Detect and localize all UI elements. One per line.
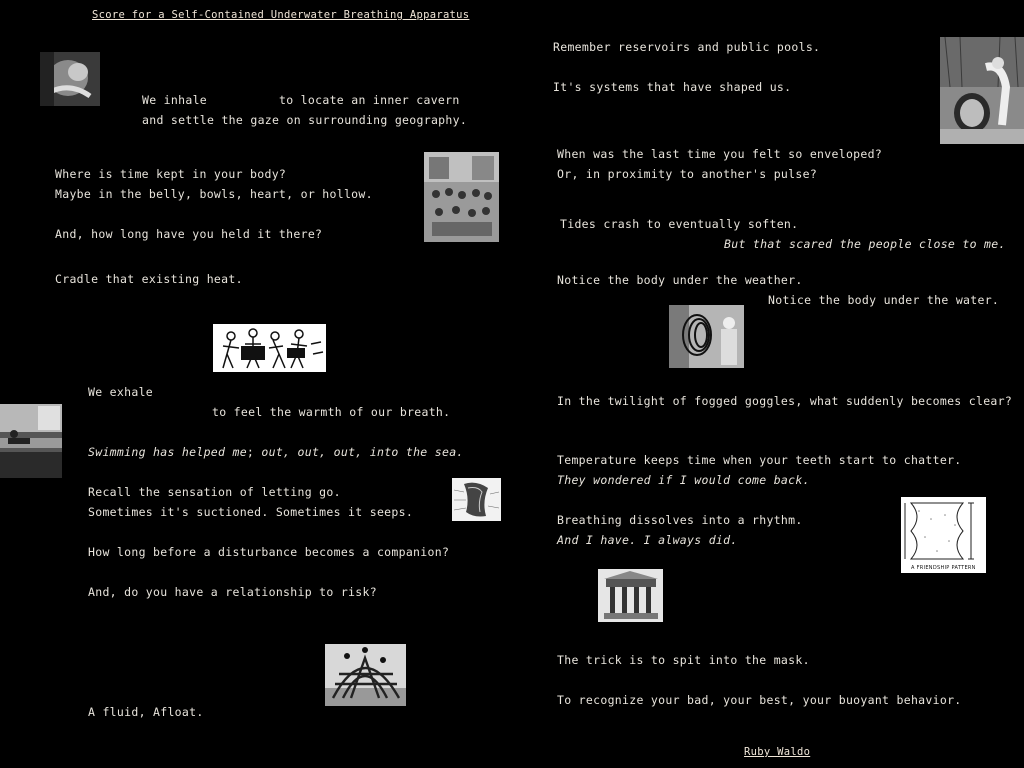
trick-line: The trick is to spit into the mask. xyxy=(557,653,810,667)
embrace-photo xyxy=(40,52,100,106)
cross-section-diagram xyxy=(452,478,501,521)
figures-sketch xyxy=(213,324,326,372)
cradle-line: Cradle that existing heat. xyxy=(55,272,243,286)
title-link[interactable]: Score for a Self-Contained Underwater Breathing Apparatus xyxy=(92,9,470,21)
water-line: Notice the body under the water. xyxy=(768,293,1000,307)
pulse-question: Or, in proximity to another's pulse? xyxy=(557,167,818,181)
fluid-line: A fluid, Afloat. xyxy=(88,705,204,719)
inhale-line-b: to locate an inner cavern xyxy=(279,93,460,107)
twilight-question: In the twilight of fogged goggles, what suddenly becomes clear? xyxy=(557,394,1013,408)
suction-line: Sometimes it's suctioned. Sometimes it seeps. xyxy=(88,505,414,519)
buoyant-line: To recognize your bad, your best, your buoyant behavior. xyxy=(557,693,962,707)
reservoirs-line: Remember reservoirs and public pools. xyxy=(553,40,821,54)
inhale-line-a: We inhale xyxy=(142,93,208,107)
held-question: And, how long have you held it there? xyxy=(55,227,323,241)
dome-structure-photo xyxy=(325,644,406,706)
enveloped-question: When was the last time you felt so enveloped? xyxy=(557,147,883,161)
swimming-line-a: Swimming has helped me xyxy=(88,445,247,459)
disturbance-question: How long before a disturbance becomes a companion? xyxy=(88,545,450,559)
risk-question: And, do you have a relationship to risk? xyxy=(88,585,377,599)
weather-line: Notice the body under the weather. xyxy=(557,273,803,287)
classroom-photo xyxy=(424,152,499,242)
always-line: And I have. I always did. xyxy=(557,533,738,547)
author-link[interactable]: Ruby Waldo xyxy=(744,746,811,758)
time-question: Where is time kept in your body? xyxy=(55,167,287,181)
recall-line: Recall the sensation of letting go. xyxy=(88,485,341,499)
tides-line: Tides crash to eventually soften. xyxy=(560,217,799,231)
exhale-line-b: to feel the warmth of our breath. xyxy=(212,405,451,419)
scared-line: But that scared the people close to me. xyxy=(724,237,1006,251)
caryatid-temple-photo xyxy=(598,569,663,622)
swimming-line-b: out, out, out, into the sea. xyxy=(261,445,464,459)
systems-line: It's systems that have shaped us. xyxy=(553,80,792,94)
swimming-line xyxy=(88,445,464,459)
friendship-pattern-diagram xyxy=(901,497,986,573)
exhale-line-a: We exhale xyxy=(88,385,154,399)
temperature-line: Temperature keeps time when your teeth start to chatter. xyxy=(557,453,962,467)
coil-sculpture-photo xyxy=(669,305,744,368)
inhale-line-c: and settle the gaze on surrounding geography. xyxy=(142,113,468,127)
barrel-worker-photo xyxy=(940,37,1024,144)
swimmer-photo xyxy=(0,404,62,478)
rhythm-line: Breathing dissolves into a rhythm. xyxy=(557,513,803,527)
maybe-line: Maybe in the belly, bowls, heart, or hollow. xyxy=(55,187,373,201)
friendship-pattern-caption: A FRIENDSHIP PATTERN xyxy=(911,565,976,571)
wondered-line: They wondered if I would come back. xyxy=(557,473,810,487)
swimming-line-sep: ; xyxy=(246,445,255,459)
